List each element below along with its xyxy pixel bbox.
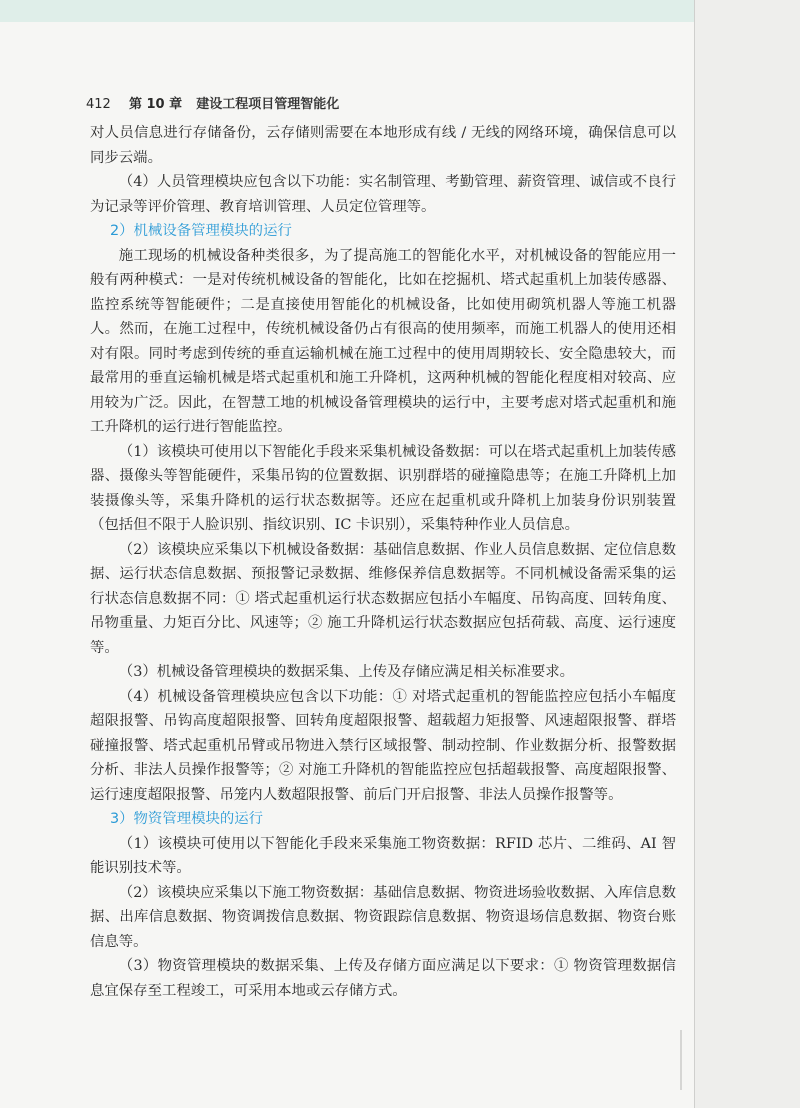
paragraph-materials-3: （3）物资管理模块的数据采集、上传及存储方面应满足以下要求：① 物资管理数据信息宜保存至工程竣工，可采用本地或云存储方式。 <box>90 958 676 999</box>
section-heading-machinery: 2）机械设备管理模块的运行 <box>110 223 292 239</box>
scan-artifact <box>680 1030 682 1090</box>
paragraph-materials-2: （2）该模块应采集以下施工物资数据：基础信息数据、物资进场验收数据、入库信息数据、出库信息数据、物资调拨信息数据、物资跟踪信息数据、物资退场信息数据、物资台账信息等。 <box>90 884 676 950</box>
paragraph-continued: 对人员信息进行存储备份，云存储则需要在本地形成有线 / 无线的网络环境，确保信息可以同步云端。 <box>90 125 676 166</box>
scan-top-band <box>0 0 694 22</box>
paragraph-machinery-3: （3）机械设备管理模块的数据采集、上传及存储应满足相关标准要求。 <box>118 664 575 680</box>
chapter-title: 建设工程项目管理智能化 <box>196 97 340 112</box>
body-text <box>90 121 676 1003</box>
section-heading-materials: 3）物资管理模块的运行 <box>110 811 264 827</box>
paragraph-materials-1: （1）该模块可使用以下智能化手段来采集施工物资数据：RFID 芯片、二维码、AI 智能识别技术等。 <box>90 835 676 876</box>
paragraph-machinery-1: （1）该模块可使用以下智能化手段来采集机械设备数据：可以在塔式起重机上加装传感器、摄像头等智能硬件，采集吊钩的位置数据、识别群塔的碰撞隐患等；在施工升降机上加装摄像头等，采集升降机的运行状态数据等。还应在起重机或升降机上加装身份识别装置（包括但不限于人脸识别、指纹识别、IC 卡识别），采集特种作业人员信息。 <box>90 443 676 533</box>
paragraph-machinery-2: （2）该模块应采集以下机械设备数据：基础信息数据、作业人员信息数据、定位信息数据、运行状态信息数据、预报警记录数据、维修保养信息数据等。不同机械设备需采集的运行状态信息数据不同：① 塔式起重机运行状态数据应包括小车幅度、吊钩高度、回转角度、吊物重量、力矩百分比、风速等；② 施工升降机运行状态数据应包括荷载、高度、运行速度等。 <box>90 541 676 656</box>
running-header <box>86 93 686 113</box>
paragraph-machinery-intro: 施工现场的机械设备种类很多，为了提高施工的智能化水平，对机械设备的智能应用一般有两种模式：一是对传统机械设备的智能化，比如在挖掘机、塔式起重机上加装传感器、监控系统等智能硬件；二是直接使用智能化的机械设备，比如使用砌筑机器人等施工机器人。然而，在施工过程中，传统机械设备仍占有很高的使用频率，而施工机器人的使用还相对有限。同时考虑到传统的垂直运输机械在施工过程中的使用周期较长、安全隐患较大，而最常用的垂直运输机械是塔式起重机和施工升降机，这两种机械的智能化程度相对较高、应用较为广泛。因此，在智慧工地的机械设备管理模块的运行中，主要考虑对塔式起重机和施工升降机的运行进行智能监控。 <box>90 247 676 435</box>
page-edge-line <box>694 0 695 1108</box>
paragraph-machinery-4: （4）机械设备管理模块应包含以下功能：① 对塔式起重机的智能监控应包括小车幅度超限报警、吊钩高度超限报警、回转角度超限报警、超载超力矩报警、风速超限报警、群塔碰撞报警、塔式起重机吊臂或吊物进入禁行区域报警、制动控制、作业数据分析、报警数据分析、非法人员操作报警等；② 对施工升降机的智能监控应包括超载报警、高度超限报警、运行速度超限报警、吊笼内人数超限报警、前后门开启报警、非法人员操作报警等。 <box>90 688 676 803</box>
page-number: 412 <box>86 97 111 112</box>
paragraph-personnel-functions: （4）人员管理模块应包含以下功能：实名制管理、考勤管理、薪资管理、诚信或不良行为记录等评价管理、教育培训管理、人员定位管理等。 <box>90 174 676 215</box>
page-edge <box>694 0 800 1108</box>
chapter-label: 第 10 章 <box>128 97 183 112</box>
